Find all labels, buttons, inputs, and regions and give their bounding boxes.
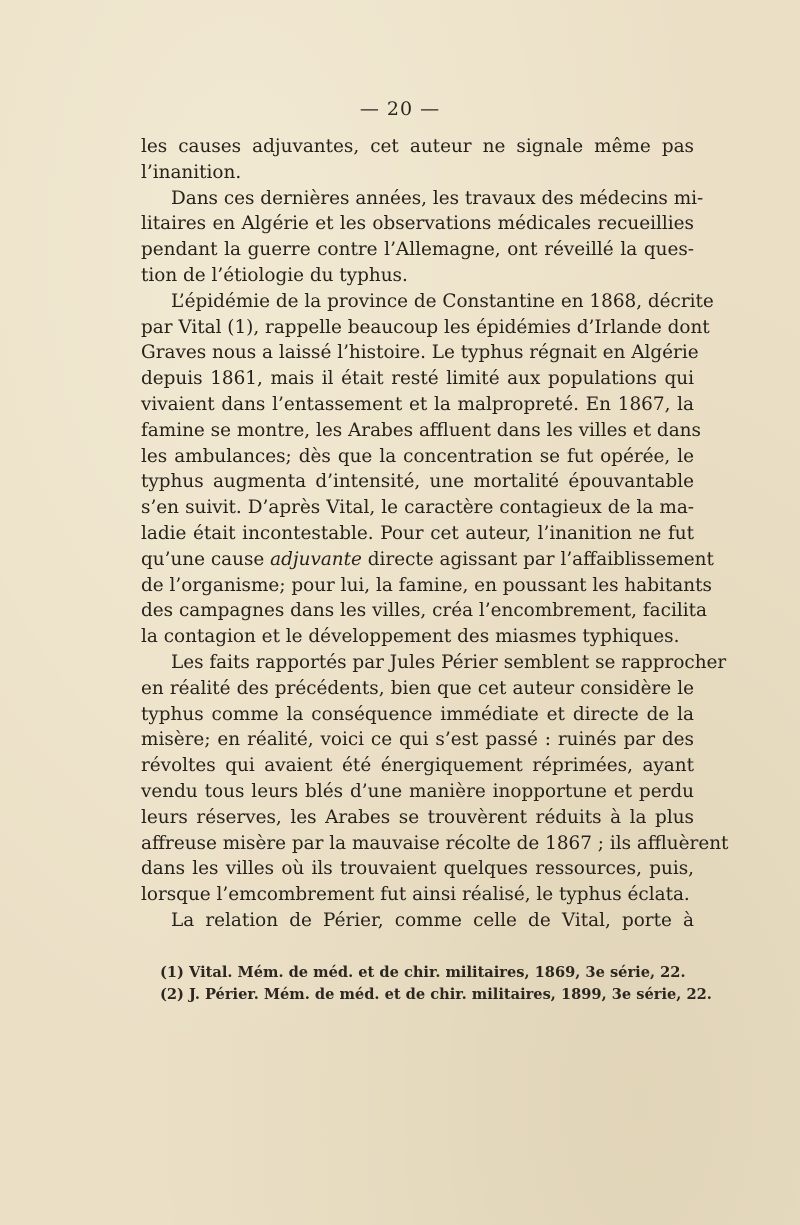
text-line: s’en suivit. D’après Vital, le caractère contagieux de la ma- (141, 497, 694, 519)
text-line: ladie était incontestable. Pour cet auteur, l’inanition ne fut (141, 522, 694, 544)
text-line: typhus augmenta d’intensité, une mortalité épouvantable (141, 471, 694, 493)
text-line: en réalité des précédents, bien que cet auteur considère le (141, 677, 694, 699)
text-line: vendu tous leurs blés d’une manière inopportune et perdu (141, 780, 694, 802)
text-line: tion de l’étiologie du typhus. (141, 264, 408, 286)
text-line: depuis 1861, mais il était resté limité aux populations qui (141, 368, 694, 390)
footnote: (2) J. Périer. Mém. de méd. et de chir. militaires, 1899, 3e série, 22. (160, 986, 712, 1003)
text-line: Les faits rapportés par Jules Périer semblent se rapprocher (171, 651, 727, 673)
text-line: La relation de Périer, comme celle de Vital, porte à (171, 909, 694, 931)
text-line: affreuse misère par la mauvaise récolte de 1867 ; ils affluèrent (141, 832, 729, 854)
text-line: litaires en Algérie et les observations médicales recueillies (141, 213, 694, 235)
text-line: leurs réserves, les Arabes se trouvèrent réduits à la plus (141, 806, 694, 828)
text-line: lorsque l’emcombrement fut ainsi réalisé, le typhus éclata. (141, 884, 690, 906)
text-line: dans les villes où ils trouvaient quelques ressources, puis, (141, 858, 694, 880)
text-line: l’inanition. (141, 161, 242, 183)
footnotes (160, 962, 712, 1006)
text-line: de l’organisme; pour lui, la famine, en poussant les habitants (141, 574, 712, 596)
text-line: vivaient dans l’entassement et la malpropreté. En 1867, la (141, 393, 694, 415)
text-line: des campagnes dans les villes, créa l’encombrement, facilita (141, 600, 707, 622)
text-line: Graves nous a laissé l’histoire. Le typhus régnait en Algérie (141, 342, 699, 364)
text-line: pendant la guerre contre l’Allemagne, ont réveillé la ques- (141, 239, 694, 261)
text-line: Dans ces dernières années, les travaux des médecins mi- (171, 187, 704, 209)
text-segment: directe agissant par l’affaiblissement (361, 548, 714, 570)
text-line: L’épidémie de la province de Constantine en 1868, décrite (171, 290, 714, 312)
text-line: révoltes qui avaient été énergiquement réprimées, ayant (141, 755, 694, 777)
text-segment: qu’une cause (141, 548, 271, 570)
text-line: les causes adjuvantes, cet auteur ne signale même pas (141, 136, 694, 157)
text-line: les ambulances; dès que la concentration se fut opérée, le (141, 445, 694, 467)
text-line: typhus comme la conséquence immédiate et directe de la (141, 703, 694, 725)
text-line (141, 547, 714, 573)
text-line: famine se montre, les Arabes affluent dans les villes et dans (141, 419, 701, 441)
text-line: la contagion et le développement des miasmes typhiques. (141, 626, 680, 648)
italic-word: adjuvante (270, 548, 362, 570)
body-text (141, 134, 729, 934)
text-line: misère; en réalité, voici ce qui s’est passé : ruinés par des (141, 729, 694, 751)
text-line: par Vital (1), rappelle beaucoup les épidémies d’Irlande dont (141, 316, 710, 338)
footnote: (1) Vital. Mém. de méd. et de chir. militaires, 1869, 3e série, 22. (160, 964, 686, 981)
page-number: — 20 — (359, 98, 441, 120)
